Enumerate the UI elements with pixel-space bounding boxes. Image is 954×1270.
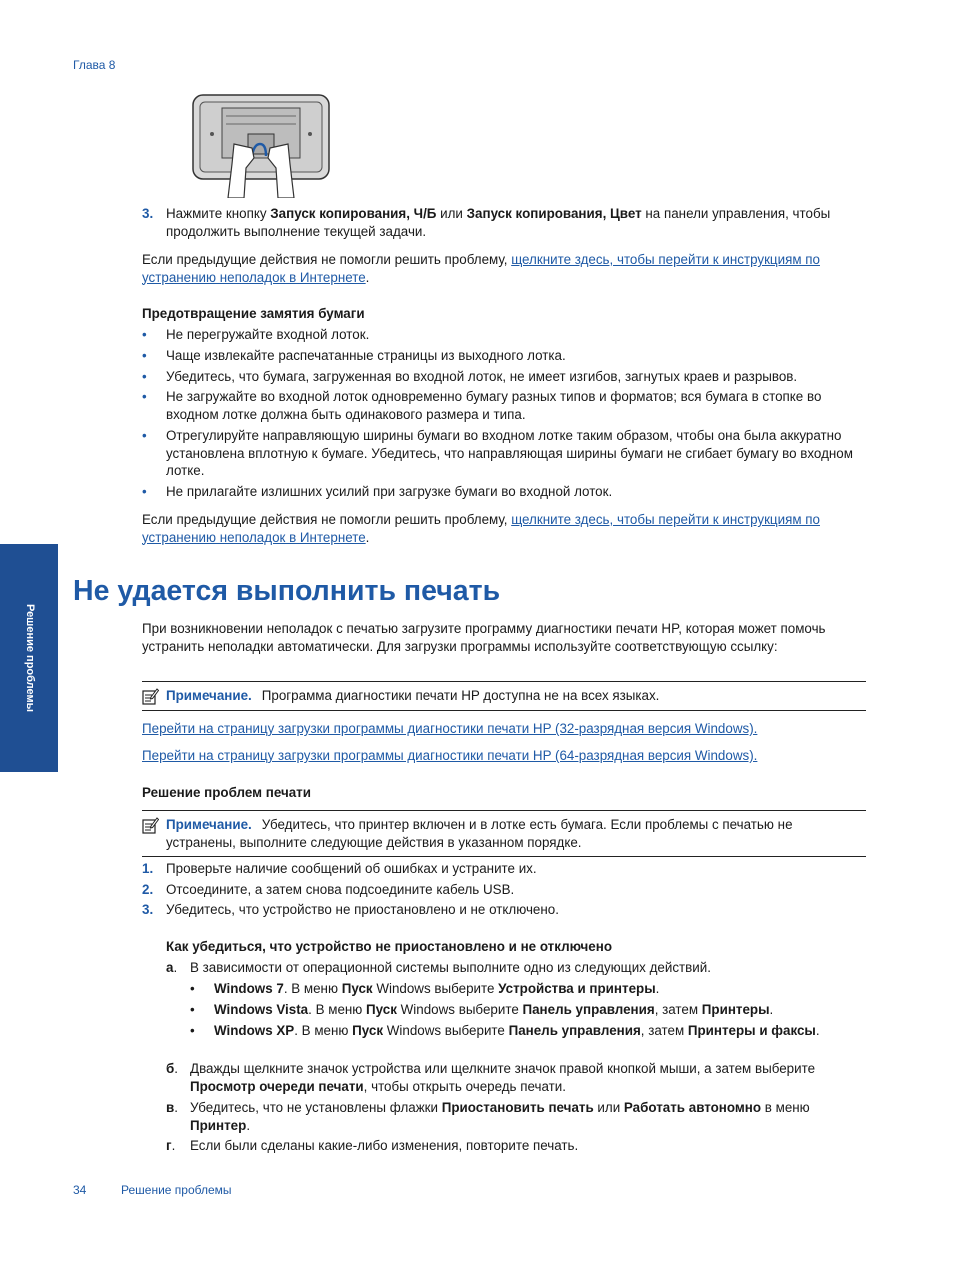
step-number: 1. <box>142 861 154 876</box>
note-text: Программа диагностики печати HP доступна не на всех языках. <box>261 688 660 703</box>
step-item <box>142 901 866 919</box>
bullet-item <box>142 368 866 386</box>
bullet-text: Не прилагайте излишних усилий при загрузке бумаги во входной лоток. <box>166 484 613 499</box>
os-bullet-item <box>190 1022 820 1040</box>
bullet-text: Убедитесь, что бумага, загруженная во входной лоток, не имеет изгибов, загнутых краев и разрывов. <box>166 369 798 384</box>
note-icon <box>142 688 159 705</box>
lettered-item <box>166 1099 866 1134</box>
step-text: Проверьте наличие сообщений об ошибках и устраните их. <box>166 861 537 876</box>
section-subheading: Как убедиться, что устройство не приостановлено и не отключено <box>166 939 613 954</box>
lettered-item <box>166 1060 826 1095</box>
os-instruction-text: Windows Vista. В меню Пуск Windows выберите Панель управления, затем Принтеры. <box>214 1002 774 1017</box>
lettered-item <box>166 1137 866 1155</box>
bullet-item <box>142 427 866 480</box>
download-32bit-link[interactable]: Перейти на страницу загрузки программы диагностики печати HP (32-разрядная версия Windows). <box>142 721 758 736</box>
printer-rear-access-figure <box>192 94 330 198</box>
bullet-icon: • <box>142 327 147 342</box>
online-troubleshooting-link[interactable]: щелкните здесь, чтобы перейти к инструкциям по устранению неполадок в Интернете <box>142 252 820 285</box>
intro-paragraph: При возникновении неполадок с печатью загрузите программу диагностики печати HP, которая может помочь устранить неполадки автоматически. Для загрузки программы используйте соответствующую ссылку: <box>142 621 826 654</box>
side-tab-label: Решение проблемы <box>23 604 36 712</box>
bullet-item <box>142 483 866 501</box>
page-number: 34 <box>73 1183 87 1197</box>
os-instruction-text: Windows XP. В меню Пуск Windows выберите Панель управления, затем Принтеры и факсы. <box>214 1023 820 1038</box>
note-icon <box>142 817 159 834</box>
section-subheading: Предотвращение замятия бумаги <box>142 306 365 321</box>
item-letter: в. <box>166 1100 178 1115</box>
download-64bit-link[interactable]: Перейти на страницу загрузки программы диагностики печати HP (64-разрядная версия Windows). <box>142 748 758 763</box>
help-paragraph: Если предыдущие действия не помогли решить проблему, щелкните здесь, чтобы перейти к инструкциям по устранению неполадок в Интернете. <box>142 512 820 545</box>
download-link-row <box>142 720 866 738</box>
bullet-icon: • <box>142 369 147 384</box>
bullet-item <box>142 347 866 365</box>
chapter-header: Глава 8 <box>73 58 116 72</box>
bullet-icon: • <box>142 428 147 443</box>
os-bullet-item <box>190 1001 866 1019</box>
item-letter: г. <box>166 1138 176 1153</box>
bullet-icon: • <box>142 484 147 499</box>
item-letter: б. <box>166 1061 179 1076</box>
online-troubleshooting-link[interactable]: щелкните здесь, чтобы перейти к инструкциям по устранению неполадок в Интернете <box>142 512 820 545</box>
bullet-icon: • <box>190 1002 195 1017</box>
step-number: 2. <box>142 882 154 897</box>
item-text: В зависимости от операционной системы выполните одно из следующих действий. <box>190 960 711 975</box>
lettered-item <box>166 959 866 977</box>
note-text: Убедитесь, что принтер включен и в лотке есть бумага. Если проблемы с печатью не устранены, выполните следующие действия в указанном порядке. <box>166 817 793 850</box>
bullet-icon: • <box>190 981 195 996</box>
step-item <box>142 205 866 240</box>
step-text: Нажмите кнопку Запуск копирования, Ч/Б или Запуск копирования, Цвет на панели управления, чтобы продолжить выполнение текущей задачи. <box>166 206 831 239</box>
bullet-text: Отрегулируйте направляющую ширины бумаги во входном лотке таким образом, чтобы она была аккуратно установлена вплотную к бумаге. Убедитесь, что направляющая ширины бумаги не сгибает бумагу во входном лотке. <box>166 428 853 478</box>
step-item <box>142 881 866 899</box>
os-bullet-item <box>190 980 866 998</box>
step-text: Убедитесь, что устройство не приостановлено и не отключено. <box>166 902 559 917</box>
help-paragraph: Если предыдущие действия не помогли решить проблему, щелкните здесь, чтобы перейти к инструкциям по устранению неполадок в Интернете. <box>142 252 820 285</box>
step-number: 3. <box>142 206 154 221</box>
printer-rear-access-illustration <box>192 94 330 198</box>
bullet-icon: • <box>190 1023 195 1038</box>
bullet-text: Не загружайте во входной лоток одновременно бумагу разных типов и форматов; вся бумага в стопке во входном лотке должна быть одинакового размера и типа. <box>166 389 822 422</box>
side-chapter-tab <box>0 544 58 772</box>
os-instruction-text: Windows 7. В меню Пуск Windows выберите Устройства и принтеры. <box>214 981 660 996</box>
bullet-text: Чаще извлекайте распечатанные страницы из выходного лотка. <box>166 348 566 363</box>
bullet-item <box>142 326 866 344</box>
step-number: 3. <box>142 902 154 917</box>
item-text: Убедитесь, что не установлены флажки Приостановить печать или Работать автономно в меню Принтер. <box>190 1100 810 1133</box>
section-title: Не удается выполнить печать <box>73 575 501 607</box>
bullet-text: Не перегружайте входной лоток. <box>166 327 370 342</box>
note-box <box>142 681 866 711</box>
note-label: Примечание. <box>166 817 252 832</box>
note-label: Примечание. <box>166 688 252 703</box>
item-letter: а. <box>166 960 178 975</box>
step-item <box>142 860 866 878</box>
bullet-icon: • <box>142 389 147 404</box>
footer-chapter-title: Решение проблемы <box>121 1183 232 1197</box>
item-text: Если были сделаны какие-либо изменения, повторите печать. <box>190 1138 579 1153</box>
item-text: Дважды щелкните значок устройства или щелкните значок правой кнопкой мыши, а затем выберите Просмотр очереди печати, чтобы открыть очередь печати. <box>190 1061 816 1094</box>
bullet-icon: • <box>142 348 147 363</box>
bullet-item <box>142 388 866 423</box>
step-text: Отсоедините, а затем снова подсоедините кабель USB. <box>166 882 515 897</box>
download-link-row <box>142 747 866 765</box>
note-box <box>142 810 866 857</box>
section-subheading: Решение проблем печати <box>142 785 311 800</box>
